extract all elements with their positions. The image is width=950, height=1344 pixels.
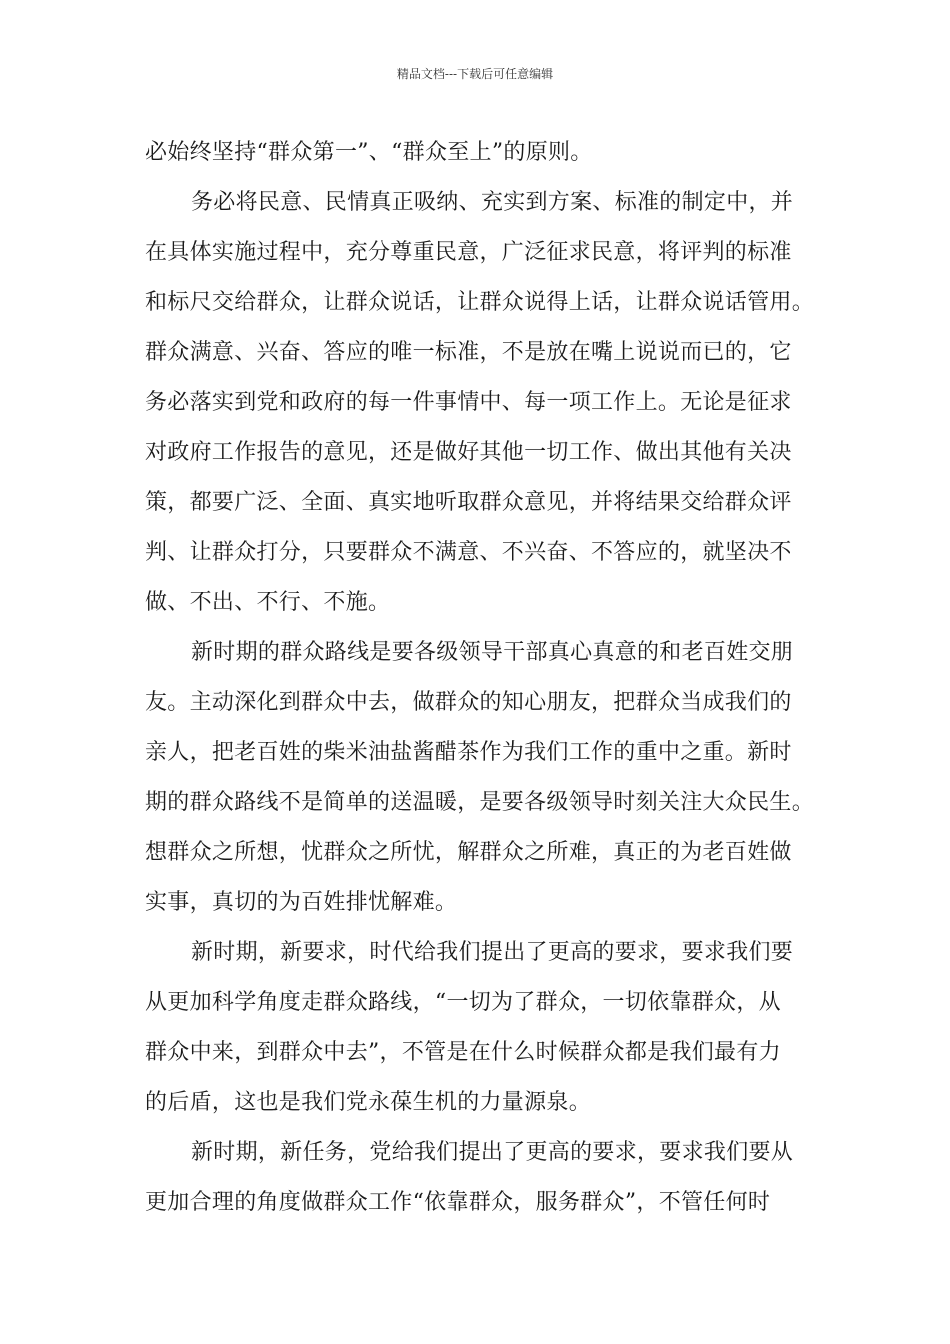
text-line: 友。主动深化到群众中去，做群众的知心朋友，把群众当成我们的 — [145, 690, 792, 715]
text-line: 期的群众路线不是简单的送温暖，是要各级领导时刻关注大众民生。 — [145, 790, 815, 815]
paragraph-first-line: 务必将民意、民情真正吸纳、充实到方案、标准的制定中，并 — [191, 190, 794, 215]
text-line: 亲人，把老百姓的柴米油盐酱醋茶作为我们工作的重中之重。新时 — [145, 740, 792, 765]
document-body — [145, 128, 815, 1228]
text-line: 做、不出、不行、不施。 — [145, 590, 391, 615]
text-line: 想群众之所想，忧群众之所忧，解群众之所难，真正的为老百姓做 — [145, 840, 792, 865]
text-line: 务必落实到党和政府的每一件事情中、每一项工作上。无论是征求 — [145, 390, 792, 415]
text-line: 群众满意、兴奋、答应的唯一标准，不是放在嘴上说说而已的，它 — [145, 340, 792, 365]
text-line: 对政府工作报告的意见，还是做好其他一切工作、做出其他有关决 — [145, 440, 792, 465]
text-line: 判、让群众打分，只要群众不满意、不兴奋、不答应的，就坚决不 — [145, 540, 792, 565]
text-line: 策，都要广泛、全面、真实地听取群众意见，并将结果交给群众评 — [145, 490, 792, 515]
page-header: 精品文档---下载后可任意编辑 — [396, 67, 554, 81]
text-line: 群众中来，到群众中去”，不管是在什么时候群众都是我们最有力 — [145, 1040, 781, 1065]
text-line: 实事，真切的为百姓排忧解难。 — [145, 890, 458, 915]
paragraph-first-line: 新时期的群众路线是要各级领导干部真心真意的和老百姓交朋 — [191, 640, 794, 665]
text-line: 必始终坚持“群众第一”、“群众至上”的原则。 — [145, 140, 593, 165]
text-line: 在具体实施过程中，充分尊重民意，广泛征求民意，将评判的标准 — [145, 240, 792, 265]
paragraph-first-line: 新时期，新任务，党给我们提出了更高的要求，要求我们要从 — [191, 1140, 794, 1165]
paragraph-first-line: 新时期，新要求，时代给我们提出了更高的要求，要求我们要 — [191, 940, 794, 965]
text-line: 和标尺交给群众，让群众说话，让群众说得上话，让群众说话管用。 — [145, 290, 815, 315]
text-line: 更加合理的角度做群众工作“依靠群众，服务群众”，不管任何时 — [145, 1190, 771, 1215]
text-line: 的后盾，这也是我们党永葆生机的力量源泉。 — [145, 1090, 592, 1115]
text-line: 从更加科学角度走群众路线，“一切为了群众，一切依靠群众，从 — [145, 990, 781, 1015]
